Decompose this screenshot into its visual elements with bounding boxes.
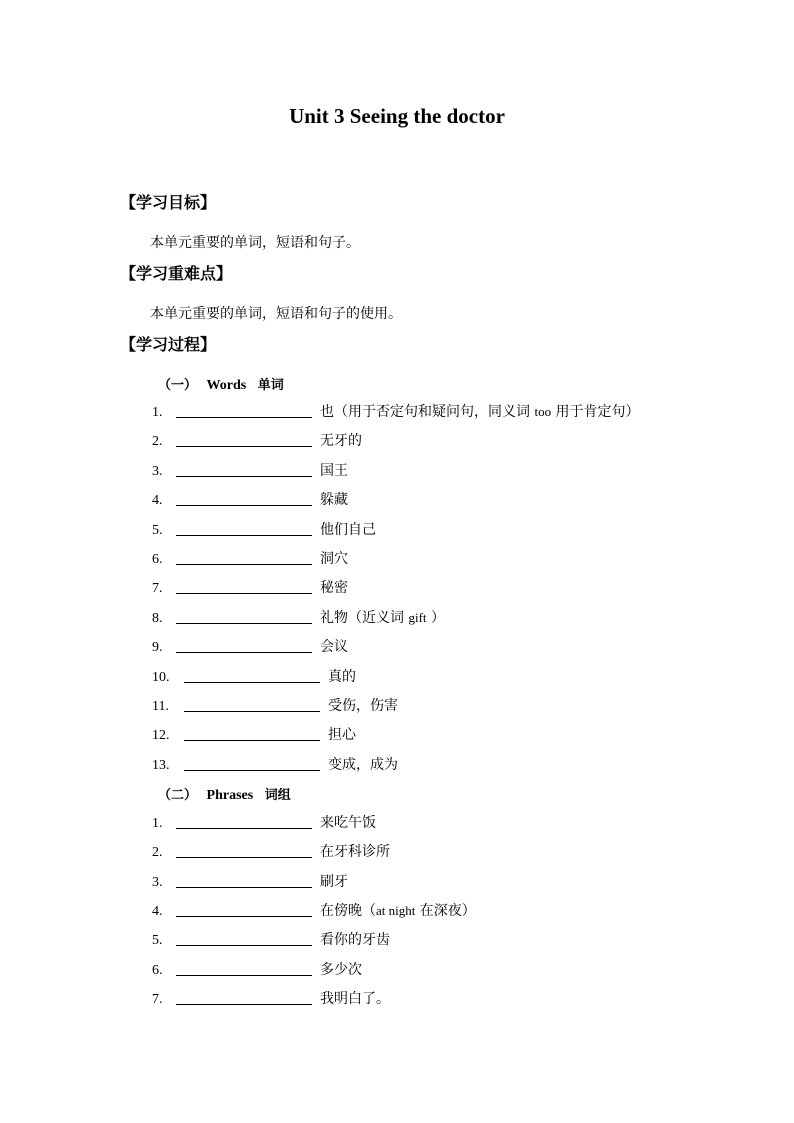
words-answer-blank[interactable]: [176, 563, 312, 565]
words-answer-blank[interactable]: [176, 504, 312, 506]
phrases-heading: [158, 784, 291, 804]
words-answer-blank[interactable]: [176, 592, 312, 594]
words-item-number: 10.: [152, 669, 170, 685]
words-item-number: 2.: [152, 434, 163, 450]
words-item-number: 11.: [152, 699, 169, 714]
phrases-item: [152, 959, 362, 979]
words-item-meaning: 秘密: [320, 580, 348, 597]
words-item: [152, 754, 398, 774]
words-item-meaning: 躲藏: [320, 492, 348, 509]
words-item: [152, 607, 445, 627]
phrases-item-meaning: 在牙科诊所: [320, 844, 390, 861]
words-item-meaning: 受伤，伤害: [328, 698, 398, 714]
words-item-meaning: 无牙的: [320, 433, 362, 450]
words-answer-blank[interactable]: [184, 739, 320, 741]
words-item-meaning: 洞穴: [320, 551, 348, 567]
phrases-item-meaning: 刷牙: [320, 873, 348, 890]
phrases-answer-blank[interactable]: [176, 944, 312, 946]
words-answer-blank[interactable]: [176, 534, 312, 536]
words-item-number: 13.: [152, 757, 170, 773]
words-item-number: 9.: [152, 640, 163, 656]
words-heading-en: Words: [206, 378, 247, 393]
phrases-item-meaning: 在傍晚（at night 在深夜）: [320, 902, 476, 919]
words-item-number: 6.: [152, 552, 163, 567]
words-item: [152, 401, 640, 421]
phrases-item-number: 6.: [152, 962, 163, 978]
section-text-goal: 本单元重要的单词，短语和句子。: [150, 235, 360, 251]
section-heading-key: 【学习重难点】: [120, 264, 233, 283]
phrases-answer-blank[interactable]: [176, 827, 312, 829]
phrases-answer-blank[interactable]: [176, 974, 312, 976]
phrases-item-number: 4.: [152, 903, 163, 919]
words-item-meaning: 担心: [328, 727, 356, 744]
words-item: [152, 666, 356, 686]
phrases-item-number: 1.: [152, 816, 163, 831]
words-item: [152, 636, 348, 656]
words-answer-blank[interactable]: [176, 622, 312, 624]
words-item: [152, 430, 362, 450]
words-answer-blank[interactable]: [184, 681, 320, 683]
phrases-item-meaning: 来吃午饭: [320, 815, 376, 831]
words-item-number: 5.: [152, 522, 163, 538]
phrases-answer-blank[interactable]: [176, 1003, 312, 1005]
words-heading-zh: 单词: [257, 378, 284, 393]
words-item: [152, 519, 376, 539]
words-item: [152, 548, 348, 568]
words-heading-num: （一）: [158, 378, 198, 393]
phrases-item: [152, 929, 390, 949]
words-item: [152, 489, 348, 509]
words-item-meaning: 国王: [320, 462, 348, 479]
words-item-number: 8.: [152, 610, 163, 626]
words-answer-blank[interactable]: [176, 445, 312, 447]
phrases-item-meaning: 我明白了。: [320, 990, 390, 1007]
words-item-meaning: 真的: [328, 668, 356, 685]
section-text-key: 本单元重要的单词，短语和句子的使用。: [150, 306, 402, 322]
phrases-item-meaning: 多少次: [320, 961, 362, 978]
words-item: [152, 460, 348, 480]
words-item-meaning: 他们自己: [320, 521, 376, 538]
words-item-meaning: 会议: [320, 639, 348, 656]
words-item-meaning: 礼物（近义词 gift ）: [320, 609, 445, 626]
words-item-number: 3.: [152, 463, 163, 479]
phrases-item-number: 3.: [152, 874, 163, 890]
phrases-heading-zh: 词组: [264, 788, 291, 803]
phrases-item-number: 5.: [152, 933, 163, 949]
phrases-item: [152, 871, 348, 891]
phrases-item: [152, 988, 390, 1008]
words-answer-blank[interactable]: [176, 651, 312, 653]
phrases-answer-blank[interactable]: [176, 856, 312, 858]
words-item: [152, 724, 356, 744]
words-item-number: 12.: [152, 728, 170, 744]
phrases-answer-blank[interactable]: [176, 886, 312, 888]
words-item-meaning: 也（用于否定句和疑问句，同义词 too 用于肯定句）: [320, 404, 640, 420]
section-heading-process: 【学习过程】: [120, 335, 217, 354]
phrases-heading-en: Phrases: [206, 788, 254, 803]
words-answer-blank[interactable]: [176, 416, 312, 418]
words-answer-blank[interactable]: [184, 769, 320, 771]
page-title: Unit 3 Seeing the doctor: [289, 104, 505, 128]
phrases-item-number: 7.: [152, 991, 163, 1007]
section-heading-goal: 【学习目标】: [120, 193, 217, 212]
words-item-number: 1.: [152, 405, 163, 420]
phrases-item: [152, 812, 376, 832]
words-item-number: 7.: [152, 581, 163, 597]
phrases-item-number: 2.: [152, 845, 163, 861]
phrases-item: [152, 900, 476, 920]
phrases-heading-num: （二）: [158, 788, 198, 803]
phrases-item-meaning: 看你的牙齿: [320, 932, 390, 949]
phrases-answer-blank[interactable]: [176, 915, 312, 917]
words-item: [152, 577, 348, 597]
words-answer-blank[interactable]: [176, 475, 312, 477]
words-item-meaning: 变成，成为: [328, 756, 398, 773]
words-item: [152, 695, 398, 715]
words-answer-blank[interactable]: [184, 710, 320, 712]
phrases-item: [152, 841, 390, 861]
words-item-number: 4.: [152, 493, 163, 509]
words-heading: [158, 374, 284, 394]
